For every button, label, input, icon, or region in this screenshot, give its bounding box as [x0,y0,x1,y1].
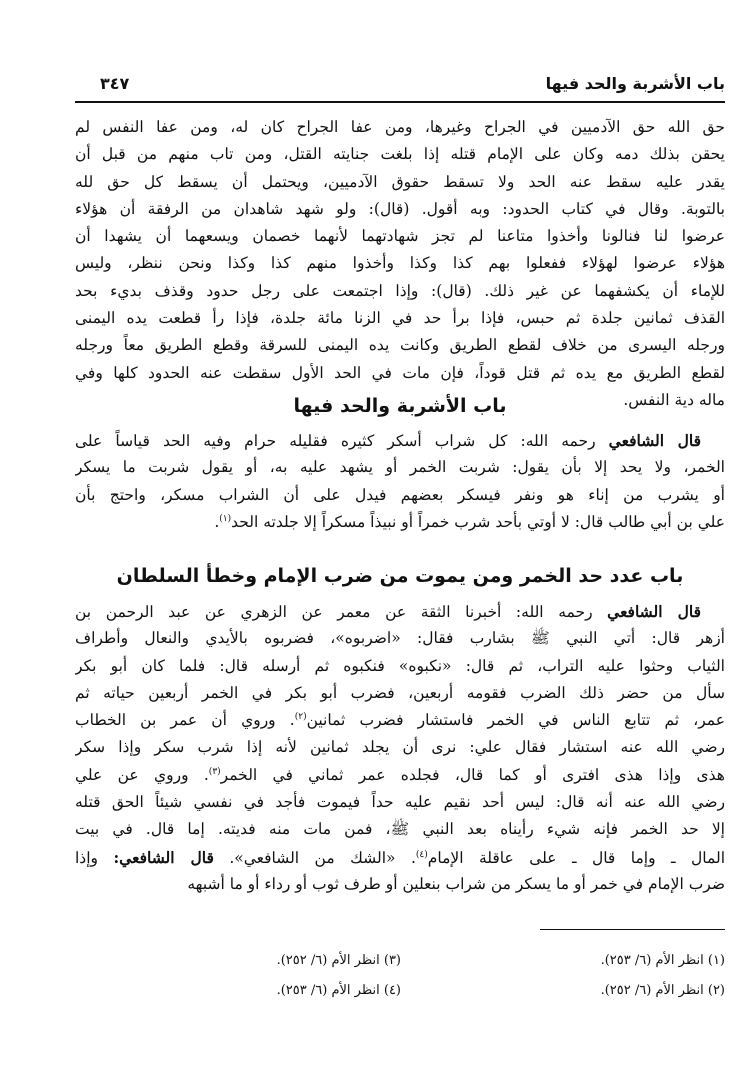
footnote-marker: (٣) [208,766,221,777]
text-line [75,427,725,454]
text-line [75,509,725,536]
text-line [75,332,725,359]
text-line [75,598,725,625]
text-segment: ماله دية النفس. [623,390,725,409]
text-segment: الثياب وحثوا عليه التراب، ثم قال: «نكبوه» فنكبوه ثم أرسله قال: فلما كان أبو بكر [75,656,725,675]
paragraph-drinks [75,427,725,536]
text-line [75,762,725,789]
text-line [75,305,725,332]
text-line [75,871,725,898]
text-segment: رحمه الله: أخبرنا الثقة عن معمر عن الزهري عن عبد الرحمن بن [75,603,608,621]
text-segment: . «الشك من الشافعي». [213,848,416,867]
footnote-1: (١) انظر الأم (٦/ ٢٥٣). [600,953,725,968]
text-segment: عرضوا لنا فنالونا وأخذوا متاعنا لم تجز شهادتهما لأنهما خصمان ويسعهما أن يشهدا أن [75,227,725,246]
text-segment: ضرب الإمام في خمر أو ما يسكر من شراب بنعلين أو طرف ثوب أو رداء أو ما أشبهه [187,874,725,893]
text-segment: هؤلاء عرضوا لهؤلاء ففعلوا بهم كذا وكذا وأخذوا منهم كذا وكذا ونحن ننظر، وليس [75,254,725,273]
text-line [75,250,725,277]
section-title-wine-punishment: باب عدد حد الخمر ومن يموت من ضرب الإمام وخطأ السلطان [116,565,684,587]
footnote-2: (٢) انظر الأم (٦/ ٢٥٢). [600,983,725,998]
footnote-divider [540,929,725,930]
text-segment: رحمه الله: كل شراب أسكر كثيره فقليله حرام وفيه الحد قياساً على [75,432,609,450]
page-number: ٣٤٧ [100,74,130,93]
text-line [75,454,725,481]
text-segment: رضي الله عنه استشار فقال علي: نرى أن يجلد ثمانين لأنه إذا شرب سكر وإذا سكر [75,738,725,757]
paragraph-continued [75,114,725,414]
text-line [75,844,725,871]
text-line [75,360,725,387]
text-segment: للإماء أن يكشفهما عن غير ذلك. (قال): وإذا اجتمعت على رجل حدود وقذف بديء بحد [75,281,725,300]
text-line [75,653,725,680]
text-line [75,707,725,734]
text-segment: أو يشرب من إناء هو ونفر فيسكر بعضهم فيدل على أن الشراب مسكر، واحتج بأن [75,485,725,504]
text-line [75,482,725,509]
text-line [75,816,725,843]
text-segment: هذى وإذا هذى افترى أو كما قال، فجلده عمر ثماني في الخمر [220,765,725,784]
footnote-3: (٣) انظر الأم (٦/ ٢٥٢). [276,953,401,968]
text-line [75,223,725,250]
text-line [75,196,725,223]
footnote-4: (٤) انظر الأم (٦/ ٢٥٣). [276,983,401,998]
text-segment: ورجله اليسرى من خلاف لقطع الطريق وكانت يده اليمنى للسرقة وقطع الطريق معاً ورجله [75,336,725,355]
text-segment: المال ـ وإما قال ـ على عاقلة الإمام [427,848,725,867]
text-segment: . وروي أن عمر بن الخطاب [75,711,295,730]
section-title-drinks: باب الأشربة والحد فيها [293,395,507,417]
text-segment: القذف ثمانين جلدة ثم حبس، فإذا برأ حد في الزنا مائة جلدة، فإذا رأ قطعت يده اليمنى [75,309,725,328]
text-line [75,789,725,816]
footnote-marker: (٢) [294,712,307,723]
speaker-name: قال الشافعي [607,602,701,621]
text-segment: يقدر عليه سقط عنه الحد ولا تسقط حقوق الآدميين، ويحتمل أن يسقط كل حق لله [75,172,725,191]
text-segment: رضي الله عنه أنه قال: ليس أحد نقيم عليه حداً فيموت فأجد في نفسي شيئاً الحق قتله [75,793,725,812]
text-segment: أزهر قال: أتي النبي ﷺ بشارب فقال: «اضربوه»، فضربوه بالأيدي والنعال وأطراف [75,629,725,648]
running-header [75,70,725,98]
text-segment: سأل من حضر ذلك الضرب فقومه أربعين، فضرب أبو بكر في الخمر أربعين حياته ثم [75,683,725,702]
speaker-name: قال الشافعي [608,431,701,450]
text-line [75,169,725,196]
footnote-marker: (١) [219,513,232,524]
text-line [75,625,725,652]
text-segment: يحقن بذلك دمه وكان على الإمام قتله إذا بلغت جنايته القتل، ومن تاب منهم من قبل أن [75,145,725,164]
footnote-marker: (٤) [415,849,428,860]
speaker-name: قال الشافعي: [113,847,214,867]
text-segment: . وروي عن علي [75,765,209,784]
text-segment: حق الله حق الآدميين في الجراح وغيرها، ومن عفا الجراح كان له، ومن عفا النفس لم [75,118,725,136]
text-line [75,278,725,305]
running-header-title: باب الأشربة والحد فيها [545,74,725,93]
text-segment: إلا حد الخمر فإنه شيء رأيناه بعد النبي ﷺ، فمن مات منه فديته. إما قال. في بيت [75,820,725,839]
header-divider [75,101,725,103]
text-segment: . [214,512,220,531]
text-segment: بالتوبة. وقال في كتاب الحدود: وبه أقول. (قال): ولو شهد شاهدان من الرفقة أن هؤلاء [75,199,725,218]
text-segment: الخمر، ولا يحد إلا بأن يقول: شربت الخمر أو يشهد عليه به، أو يقول شربت ما يسكر [75,458,725,477]
text-segment: علي بن أبي طالب قال: لا أوتي بأحد شرب خمراً أو نبيذاً مسكراً إلا جلدته الحد [231,512,725,531]
text-line [75,114,725,141]
text-segment: وإذا [75,848,114,867]
text-line [75,734,725,761]
text-segment: عمر، ثم تتابع الناس في الخمر فاستشار فضرب ثمانين [306,711,725,730]
text-line [75,680,725,707]
paragraph-wine-punishment [75,598,725,898]
text-segment: لقطع الطريق مع يده ثم قتل قوداً، فإن مات في الحد الأول سقطت عنه الحدود كلها وفي [75,363,725,382]
text-line [75,141,725,168]
